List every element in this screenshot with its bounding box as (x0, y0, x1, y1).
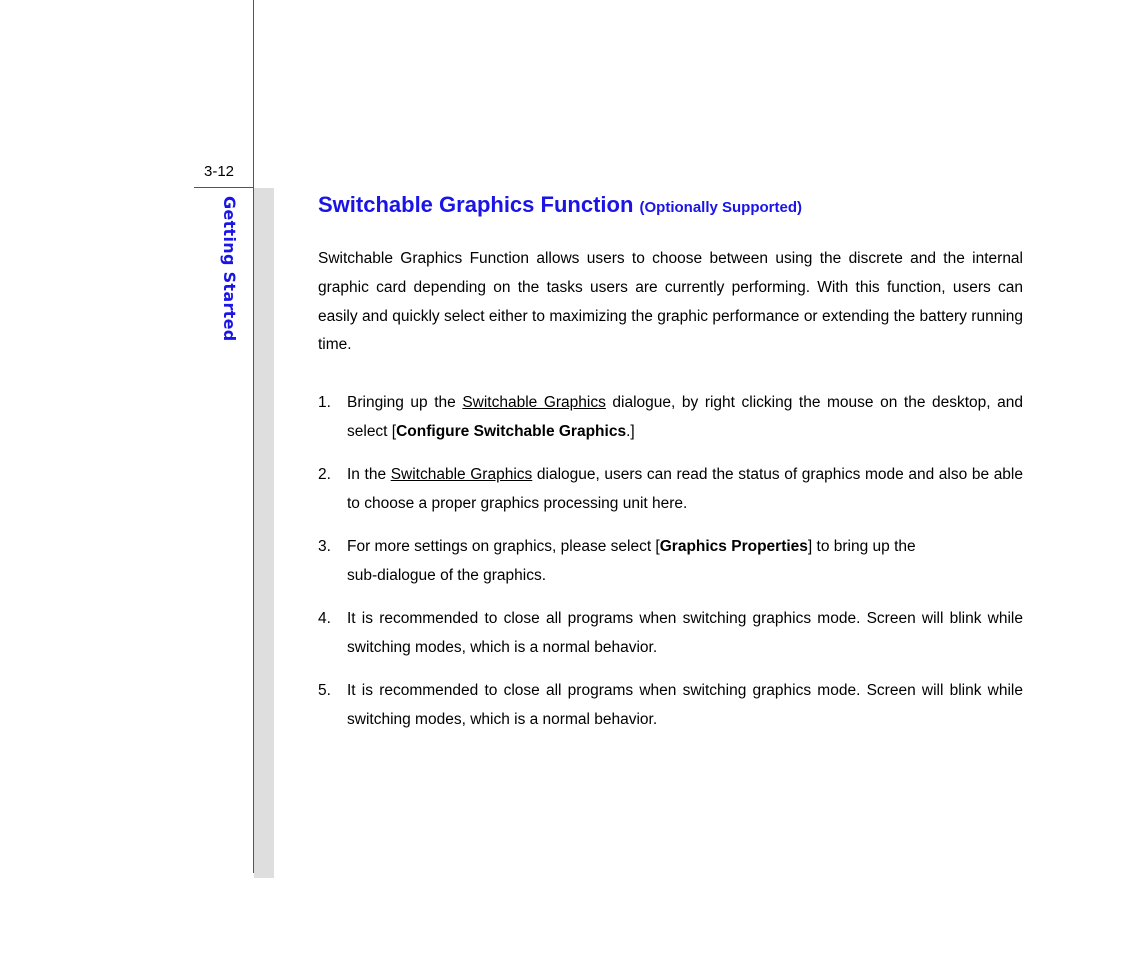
list-item-text: .] (626, 423, 635, 441)
menu-command-name: Graphics Properties (659, 538, 808, 556)
list-item-text: It is recommended to close all programs when switching graphics mode. Screen will blink while switching modes, which is a normal behavior. (347, 682, 1023, 729)
switchable-graphics-term: Switchable Graphics (390, 466, 533, 484)
list-item-number: 4. (318, 610, 331, 628)
switchable-graphics-term: Switchable Graphics (462, 394, 606, 412)
list-item-number: 1. (318, 394, 331, 412)
margin-gray-band (254, 188, 274, 878)
page-number: 3-12 (203, 163, 235, 180)
list-item (318, 460, 1023, 518)
list-item-number: 3. (318, 538, 331, 556)
list-item-number: 5. (318, 682, 331, 700)
list-item-text: Bringing up the (347, 394, 463, 412)
list-item-text: For more settings on graphics, please select [ (347, 538, 660, 556)
list-item-text: ] to bring up the (807, 538, 916, 556)
list-item-text: It is recommended to close all programs when switching graphics mode. Screen will blink while switching modes, which is a normal behavior. (347, 610, 1023, 657)
section-tab-label: Getting Started (220, 196, 239, 342)
list-item-text: dialogue, by right clicking the mouse on the desktop, and select [ (347, 394, 1024, 441)
list-item-text: In the (347, 466, 391, 484)
list-item-number: 2. (318, 466, 331, 484)
page-number-rule (194, 187, 254, 188)
list-item (318, 604, 1023, 662)
list-item-text: dialogue, users can read the status of graphics mode and also be able to choose a proper graphics processing unit here. (347, 466, 1023, 513)
title-text: Switchable Graphics Function (318, 192, 634, 217)
main-content (318, 190, 1023, 748)
list-item-text: sub-dialogue of the graphics. (347, 567, 547, 585)
title-subtitle: (Optionally Supported) (639, 199, 803, 216)
list-item (318, 532, 1023, 590)
menu-command-name: Configure Switchable Graphics (396, 423, 627, 441)
intro-paragraph: Switchable Graphics Function allows users to choose between using the discrete and the internal graphic card depending on the tasks users are currently performing. With this function, users can easily and quickly select either to maximizing the graphic performance or extending the battery running time. (318, 250, 1023, 354)
list-item (318, 676, 1023, 734)
steps-list (318, 388, 1023, 734)
list-item (318, 388, 1023, 446)
page-title (318, 190, 1023, 223)
